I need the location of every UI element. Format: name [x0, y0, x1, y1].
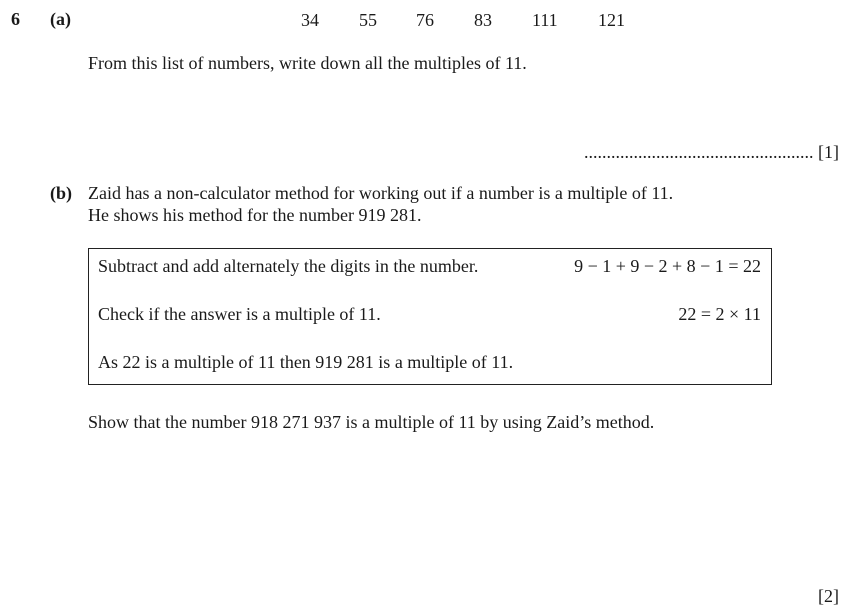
part-a-instruction: From this list of numbers, write down all the multiples of 11. — [88, 53, 527, 73]
method-step3-text: As 22 is a multiple of 11 then 919 281 is a multiple of 11. — [98, 352, 514, 372]
working-space[interactable] — [88, 440, 828, 580]
method-step1-text: Subtract and add alternately the digits in the number. — [98, 256, 479, 276]
part-b-marks: [2] — [818, 586, 839, 606]
method-step2-math: 22 = 2 × 11 — [678, 304, 761, 324]
method-step1-math: 9 − 1 + 9 − 2 + 8 − 1 = 22 — [574, 256, 761, 276]
number-item: 76 — [416, 10, 434, 30]
part-b-task: Show that the number 918 271 937 is a multiple of 11 by using Zaid’s method. — [88, 412, 655, 432]
number-item: 34 — [301, 10, 319, 30]
number-item: 55 — [359, 10, 377, 30]
method-step2-text: Check if the answer is a multiple of 11. — [98, 304, 381, 324]
number-item: 111 — [532, 10, 558, 30]
number-item: 83 — [474, 10, 492, 30]
method-box — [88, 248, 772, 385]
part-b-label: (b) — [50, 183, 72, 203]
part-b-intro-line2: He shows his method for the number 919 281. — [88, 205, 422, 225]
part-a-marks: [1] — [818, 142, 839, 162]
part-a-label: (a) — [50, 9, 71, 29]
question-number: 6 — [11, 9, 20, 29]
part-b-intro-line1: Zaid has a non-calculator method for working out if a number is a multiple of 11. — [88, 183, 674, 203]
number-item: 121 — [598, 10, 625, 30]
answer-dots: ................................................... — [584, 142, 814, 162]
part-a-answer-line[interactable] — [584, 142, 839, 163]
